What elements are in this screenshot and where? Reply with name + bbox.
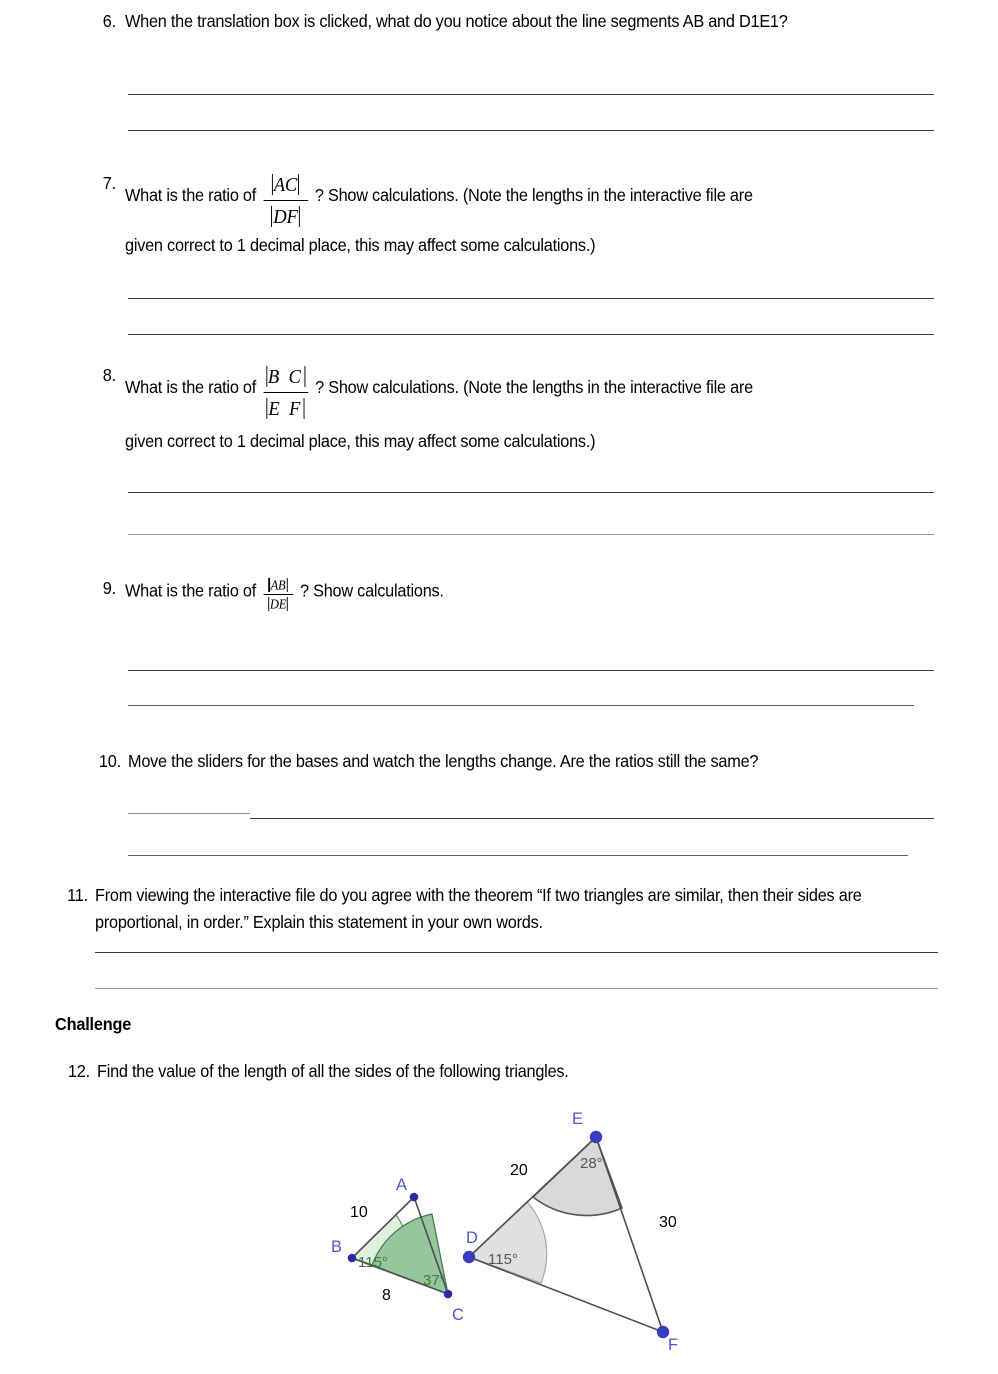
ratio-fraction-bc-ef <box>263 365 308 420</box>
abs-bars: E F <box>268 398 303 420</box>
ratio-fraction-ac-df <box>263 173 308 228</box>
question-7-number: 7. <box>102 173 116 193</box>
abs-bars: DE <box>269 596 287 612</box>
question-12 <box>57 1058 957 1085</box>
angle-label-c: 37° <box>423 1272 446 1289</box>
abs-bars: DF <box>273 206 298 228</box>
answer-line-10-1a[interactable] <box>128 813 250 814</box>
angle-label-e: 28° <box>580 1155 603 1172</box>
challenge-heading: Challenge <box>55 1014 132 1034</box>
question-10-text: Move the sliders for the bases and watch the lengths change. Are the ratios still the same? <box>128 751 759 771</box>
question-6-number: 6. <box>102 11 116 31</box>
fraction-denominator <box>263 201 308 228</box>
question-11-text: From viewing the interactive file do you agree with the theorem “If two triangles are similar, then their sides are proportional, in order.” Explain this statement in your own words. <box>95 885 862 932</box>
question-6 <box>88 8 968 35</box>
question-12-text: Find the value of the length of all the sides of the following triangles. <box>97 1061 569 1081</box>
fraction-numerator <box>263 365 308 393</box>
question-12-number: 12. <box>67 1061 90 1081</box>
fraction-numerator <box>263 577 293 595</box>
length-label-ef: 30 <box>659 1214 677 1231</box>
answer-line-9-1[interactable] <box>128 670 934 671</box>
vertex-label-d: D <box>466 1229 478 1247</box>
question-8-text-before: What is the ratio of <box>125 377 257 397</box>
abs-bars: B C <box>267 366 304 388</box>
fraction-denominator <box>263 393 308 420</box>
length-label-bc: 8 <box>382 1287 391 1304</box>
length-label-de: 20 <box>510 1162 528 1179</box>
vertex-d[interactable] <box>463 1251 475 1263</box>
answer-line-8-1[interactable] <box>128 492 934 493</box>
question-10 <box>88 748 968 775</box>
question-8-text-continued: given correct to 1 decimal place, this may affect some calculations.) <box>125 431 596 451</box>
question-7-text-after: ? Show calculations. (Note the lengths in the interactive file are <box>314 185 753 205</box>
question-8-text-after: ? Show calculations. (Note the lengths in the interactive file are <box>315 377 753 397</box>
segment-df <box>469 1257 663 1332</box>
question-9-text-before: What is the ratio of <box>125 580 257 601</box>
question-8 <box>88 362 978 420</box>
question-9 <box>88 575 688 610</box>
abs-bars: AC <box>273 174 298 196</box>
question-7-text-before: What is the ratio of <box>125 185 257 205</box>
question-9-text <box>125 575 646 610</box>
answer-line-9-2[interactable] <box>128 705 914 706</box>
angle-label-b: 115° <box>358 1254 388 1271</box>
vertex-b[interactable] <box>348 1254 357 1263</box>
answer-line-7-2[interactable] <box>128 334 934 335</box>
angle-arc-d-115 <box>469 1202 547 1283</box>
fraction-denominator <box>263 595 293 612</box>
answer-line-10-1b[interactable] <box>250 818 934 819</box>
similar-triangles-figure <box>0 1090 998 1374</box>
question-9-text-after: ? Show calculations. <box>299 580 444 601</box>
fraction-numerator <box>263 173 308 201</box>
abs-bars: AB <box>270 577 286 593</box>
length-label-ab: 10 <box>350 1204 368 1221</box>
question-11-number: 11. <box>67 885 88 905</box>
answer-line-10-2[interactable] <box>128 855 908 856</box>
answer-line-7-1[interactable] <box>128 298 934 299</box>
question-7 <box>88 170 968 228</box>
segment-ef <box>596 1137 663 1332</box>
answer-line-6-2[interactable] <box>128 130 934 131</box>
question-8-continued <box>125 428 985 455</box>
answer-line-11-1[interactable] <box>95 952 938 953</box>
question-10-number: 10. <box>98 751 121 771</box>
question-6-text: When the translation box is clicked, what do you notice about the line segments AB and D1E1? <box>125 11 788 31</box>
vertex-label-b: B <box>331 1238 343 1256</box>
vertex-label-c: C <box>452 1306 464 1324</box>
question-8-text <box>125 362 918 420</box>
answer-line-8-2[interactable] <box>128 534 934 535</box>
vertex-label-e: E <box>572 1110 584 1128</box>
vertex-e[interactable] <box>590 1131 602 1143</box>
answer-line-6-1[interactable] <box>128 94 934 95</box>
vertex-a[interactable] <box>410 1193 419 1202</box>
ratio-fraction-ab-de <box>263 577 293 612</box>
question-7-text-continued: given correct to 1 decimal place, this may affect some calculations.) <box>125 235 596 255</box>
vertex-label-f: F <box>668 1336 679 1354</box>
question-7-text <box>125 170 909 228</box>
vertex-label-a: A <box>396 1176 408 1194</box>
vertex-c[interactable] <box>444 1290 453 1299</box>
question-7-continued <box>125 232 985 259</box>
question-9-number: 9. <box>102 578 116 598</box>
angle-label-d: 115° <box>488 1251 518 1268</box>
question-11 <box>55 882 955 936</box>
question-8-number: 8. <box>102 365 116 385</box>
answer-line-11-2[interactable] <box>95 988 938 989</box>
